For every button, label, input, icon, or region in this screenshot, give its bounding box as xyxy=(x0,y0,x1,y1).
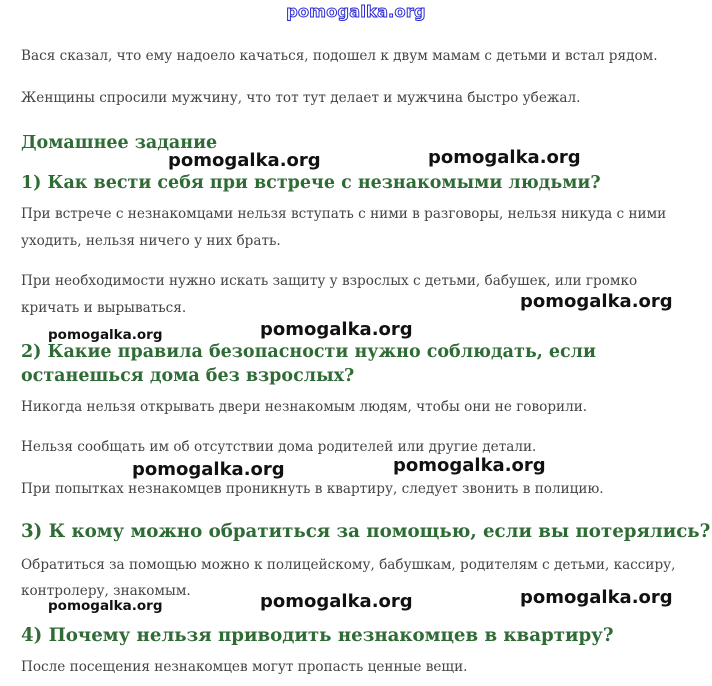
paragraph: Обратиться за помощью можно к полицейскому, бабушкам, родителям с детьми, кассиру, xyxy=(21,557,676,573)
paragraph: Вася сказал, что ему надоело качаться, подошел к двум мамам с детьми и встал рядом. xyxy=(21,48,658,64)
paragraph: При попытках незнакомцев проникнуть в квартиру, следует звонить в полицию. xyxy=(21,481,604,497)
watermark-text: pomogalka.org xyxy=(520,291,673,312)
paragraph: контролеру, знакомым. xyxy=(21,583,191,599)
section-heading-homework: Домашнее задание xyxy=(21,133,218,153)
watermark-text: pomogalka.org xyxy=(48,327,163,343)
watermark-text: pomogalka.org xyxy=(132,459,285,480)
watermark-text: pomogalka.org xyxy=(393,455,546,476)
watermark-text: pomogalka.org xyxy=(48,598,163,614)
question-heading-2: 2) Какие правила безопасности нужно соблюдать, если xyxy=(21,342,597,362)
watermark-text: pomogalka.org xyxy=(260,591,413,612)
header-watermark: pomogalka.org xyxy=(286,2,426,21)
question-heading-2-cont: останешься дома без взрослых? xyxy=(21,366,355,386)
paragraph: Никогда нельзя открывать двери незнакомым людям, чтобы они не говорили. xyxy=(21,399,588,415)
watermark-text: pomogalka.org xyxy=(168,150,321,171)
paragraph: После посещения незнакомцев могут пропасть ценные вещи. xyxy=(21,659,468,675)
watermark-text: pomogalka.org xyxy=(520,587,673,608)
question-heading-1: 1) Как вести себя при встрече с незнакомыми людьми? xyxy=(21,173,601,193)
paragraph: Женщины спросили мужчину, что тот тут делает и мужчина быстро убежал. xyxy=(21,90,581,106)
paragraph: уходить, нельзя ничего у них брать. xyxy=(21,233,281,249)
paragraph: Нельзя сообщать им об отсутствии дома родителей или другие детали. xyxy=(21,439,537,455)
question-heading-3: 3) К кому можно обратиться за помощью, если вы потерялись? xyxy=(21,521,711,542)
watermark-text: pomogalka.org xyxy=(428,147,581,168)
paragraph: кричать и вырываться. xyxy=(21,300,187,316)
paragraph: При необходимости нужно искать защиту у взрослых с детьми, бабушек, или громко xyxy=(21,273,638,289)
watermark-text: pomogalka.org xyxy=(260,319,413,340)
question-heading-4: 4) Почему нельзя приводить незнакомцев в квартиру? xyxy=(21,625,614,646)
paragraph: При встрече с незнакомцами нельзя вступать с ними в разговоры, нельзя никуда с ними xyxy=(21,206,667,222)
